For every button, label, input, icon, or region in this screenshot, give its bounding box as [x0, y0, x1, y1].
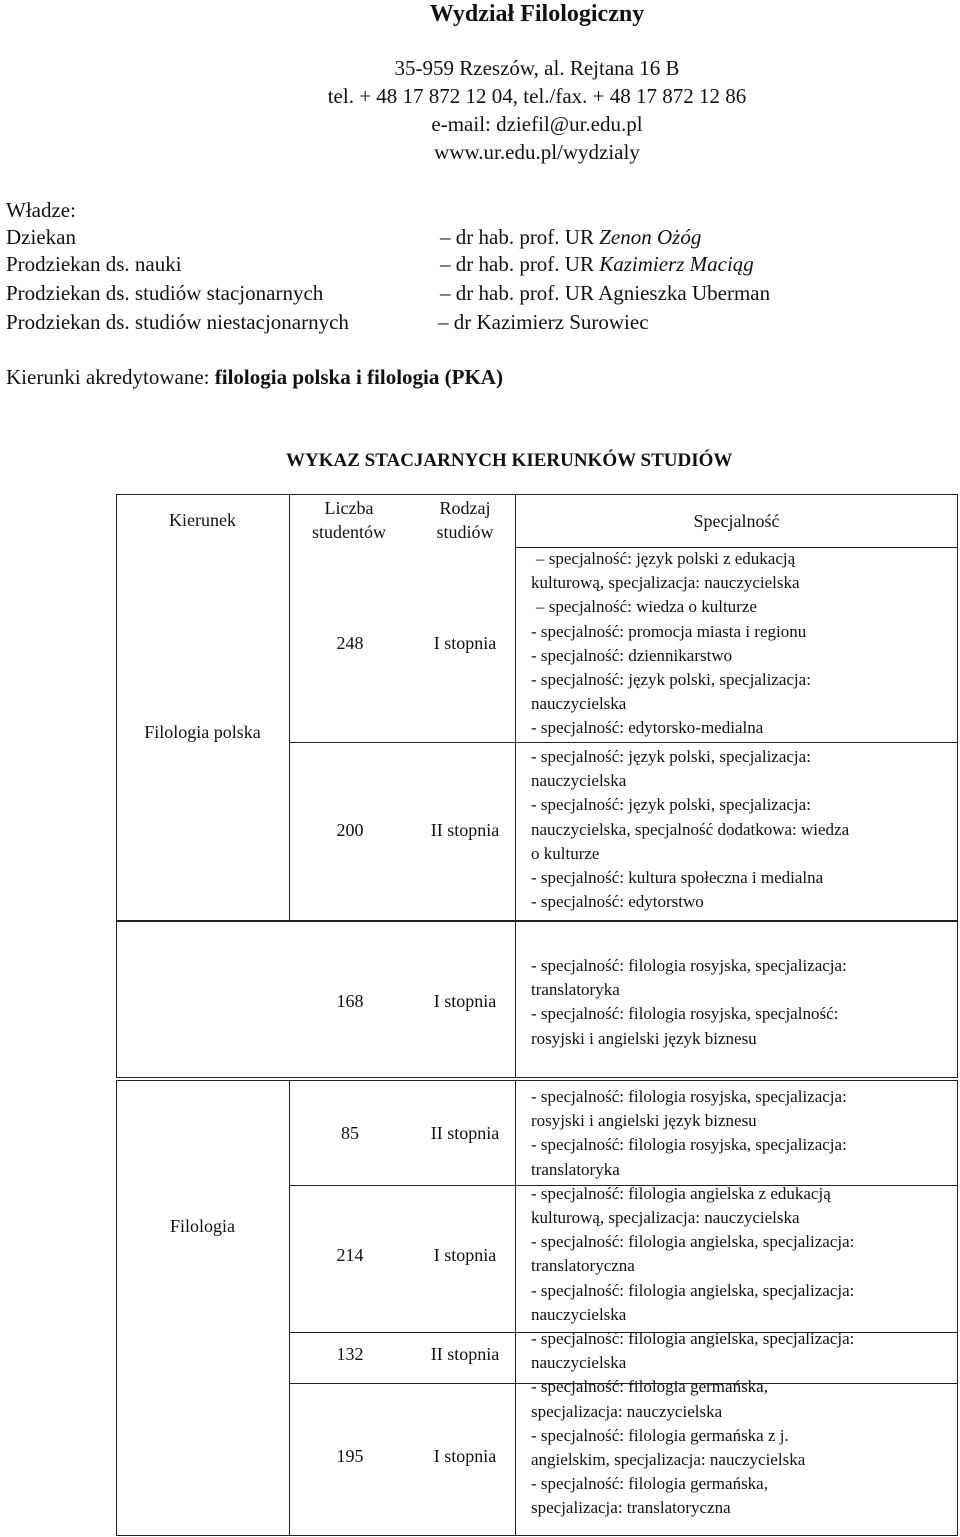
liczba-studentow: 132	[336, 1344, 364, 1364]
liczba-studentow: 200	[336, 820, 364, 840]
liczba-studentow: 248	[336, 633, 364, 653]
phone-line: tel. + 48 17 872 12 04, tel./fax. + 48 17 872 12 86	[327, 84, 747, 108]
rodzaj-studiow: II stopnia	[430, 820, 500, 840]
spec-line: - specjalność: filologia rosyjska, specjalizacja:	[531, 1135, 847, 1155]
liczba-studentow: 168	[336, 991, 364, 1011]
spec-line: nauczycielska	[531, 1304, 627, 1324]
header-liczba-line: Liczba	[324, 498, 374, 518]
spec-line: translatoryka	[531, 980, 620, 1000]
role-vice-dean-science-name	[440, 251, 754, 277]
column-divider	[289, 494, 290, 921]
accreditation-label: Kierunki akredytowane:	[6, 365, 210, 389]
spec-line: - specjalność: edytorsko-medialna	[531, 718, 764, 738]
spec-line: rosyjski i angielski język biznesu	[531, 1111, 757, 1131]
row-divider	[289, 742, 515, 743]
spec-line: o kulturze	[531, 843, 600, 863]
dash: –	[440, 281, 451, 305]
spec-line: - specjalność: filologia rosyjska, specjalizacja:	[531, 956, 847, 975]
role-vice-dean-extramural-title: Prodziekan ds. studiów niestacjonarnych	[6, 310, 349, 334]
role-vice-dean-stationary-name	[440, 280, 770, 306]
spec-line: specjalizacja: nauczycielska	[531, 1401, 723, 1421]
kierunek-filologia-polska: Filologia polska	[144, 722, 261, 742]
authorities-heading: Władze:	[6, 198, 76, 222]
rodzaj-studiow: I stopnia	[433, 633, 497, 653]
spec-line: kulturową, specjalizacja: nauczycielska	[531, 573, 800, 593]
spec-block-4	[531, 1085, 854, 1521]
spec-line: – specjalność: język polski z edukacją	[536, 549, 796, 568]
spec-line: - specjalność: język polski, specjalizacja:	[531, 747, 811, 766]
row-divider	[289, 1185, 515, 1186]
dash: –	[438, 310, 449, 334]
header-liczba	[289, 496, 409, 544]
rodzaj-studiow: II stopnia	[430, 1123, 500, 1143]
liczba-studentow: 85	[341, 1123, 359, 1143]
name-prefix: dr hab. prof. UR	[455, 281, 594, 305]
spec-line: nauczycielska	[531, 694, 627, 714]
accreditation-value: filologia polska i filologia (PKA)	[214, 365, 503, 389]
spec-line: translatoryka	[531, 1159, 620, 1179]
spec-line: - specjalność: kultura społeczna i medialna	[531, 868, 824, 888]
spec-line: - specjalność: język polski, specjalizacja:	[531, 670, 811, 690]
spec-line: rosyjski i angielski język biznesu	[531, 1028, 757, 1048]
liczba-studentow: 195	[336, 1446, 364, 1466]
role-dean-title: Dziekan	[6, 225, 76, 249]
person-name: Kazimierz Maciąg	[599, 252, 754, 276]
role-vice-dean-extramural-name	[438, 309, 649, 335]
role-dean-name	[440, 224, 701, 250]
person-name: Agnieszka Uberman	[598, 281, 771, 305]
spec-line: - specjalność: filologia angielska, specjalizacja:	[531, 1280, 855, 1300]
liczba-studentow: 214	[336, 1245, 364, 1265]
website-line: www.ur.edu.pl/wydzialy	[434, 140, 640, 164]
spec-line: - specjalność: filologia germańska,	[531, 1474, 768, 1494]
spec-line: - specjalność: filologia angielska, specjalizacja:	[531, 1232, 855, 1252]
spec-line: - specjalność: filologia germańska,	[531, 1377, 768, 1397]
spec-line: - specjalność: filologia rosyjska, specjalność:	[531, 1004, 839, 1024]
spec-line: - specjalność: filologia germańska z j.	[531, 1425, 789, 1445]
dash: –	[440, 252, 451, 276]
rodzaj-studiow: II stopnia	[430, 1344, 500, 1364]
spec-line: - specjalność: dziennikarstwo	[531, 645, 733, 665]
rodzaj-studiow: I stopnia	[433, 1245, 497, 1265]
spec-line: - specjalność: filologia rosyjska, specjalizacja:	[531, 1087, 847, 1106]
email-line: e-mail: dziefil@ur.edu.pl	[431, 112, 643, 136]
spec-block-1	[531, 547, 811, 741]
kierunek-filologia: Filologia	[169, 1216, 235, 1236]
spec-line: specjalizacja: translatoryczna	[531, 1498, 731, 1518]
rodzaj-studiow: I stopnia	[433, 1446, 497, 1466]
spec-line: - specjalność: edytorstwo	[531, 892, 704, 912]
name-prefix: dr hab. prof. UR	[455, 252, 594, 276]
spec-line: – specjalność: wiedza o kulturze	[536, 597, 757, 617]
spec-line: nauczycielska	[531, 1353, 627, 1373]
column-divider	[515, 494, 516, 921]
table-title: WYKAZ STACJARNYCH KIERUNKÓW STUDIÓW	[286, 450, 733, 471]
role-vice-dean-science-title: Prodziekan ds. nauki	[6, 252, 182, 276]
name-prefix: dr hab. prof. UR	[455, 225, 594, 249]
person-name: Kazimierz Surowiec	[476, 310, 649, 334]
spec-line: angielskim, specjalizacja: nauczycielska	[531, 1450, 806, 1470]
header-specjalnosc: Specjalność	[693, 511, 780, 531]
faculty-title: Wydział Filologiczny	[429, 1, 645, 27]
spec-line: nauczycielska	[531, 771, 627, 791]
spec-line: - specjalność: język polski, specjalizacja:	[531, 795, 811, 815]
header-rodzaj-line: studiów	[436, 522, 494, 542]
row-divider	[289, 1383, 515, 1384]
spec-line: translatoryczna	[531, 1256, 635, 1276]
header-rodzaj-line: Rodzaj	[439, 498, 491, 518]
row-divider	[515, 742, 958, 743]
spec-line: - specjalność: promocja miasta i regionu	[531, 621, 807, 641]
spec-line: - specjalność: filologia angielska, specjalizacja:	[531, 1329, 855, 1349]
spec-line: nauczycielska, specjalność dodatkowa: wiedza	[531, 819, 850, 839]
accreditation-line	[6, 364, 503, 390]
header-rodzaj	[405, 496, 525, 544]
column-divider	[289, 1080, 290, 1536]
address-line: 35-959 Rzeszów, al. Rejtana 16 B	[394, 56, 680, 80]
rodzaj-studiow: I stopnia	[433, 991, 497, 1011]
spec-block-2	[531, 745, 849, 914]
spec-line: kulturową, specjalizacja: nauczycielska	[531, 1208, 800, 1228]
person-name: Zenon Ożóg	[599, 225, 702, 249]
row-divider	[289, 1332, 515, 1333]
dash: –	[440, 225, 451, 249]
spec-block-3	[531, 954, 847, 1051]
role-vice-dean-stationary-title: Prodziekan ds. studiów stacjonarnych	[6, 281, 324, 305]
name-prefix: dr	[453, 310, 472, 334]
column-divider	[515, 1080, 516, 1536]
spec-line: - specjalność: filologia angielska z edukacją	[531, 1183, 831, 1203]
column-divider	[515, 921, 516, 1078]
header-kierunek: Kierunek	[169, 510, 236, 530]
header-liczba-line: studentów	[312, 522, 386, 542]
